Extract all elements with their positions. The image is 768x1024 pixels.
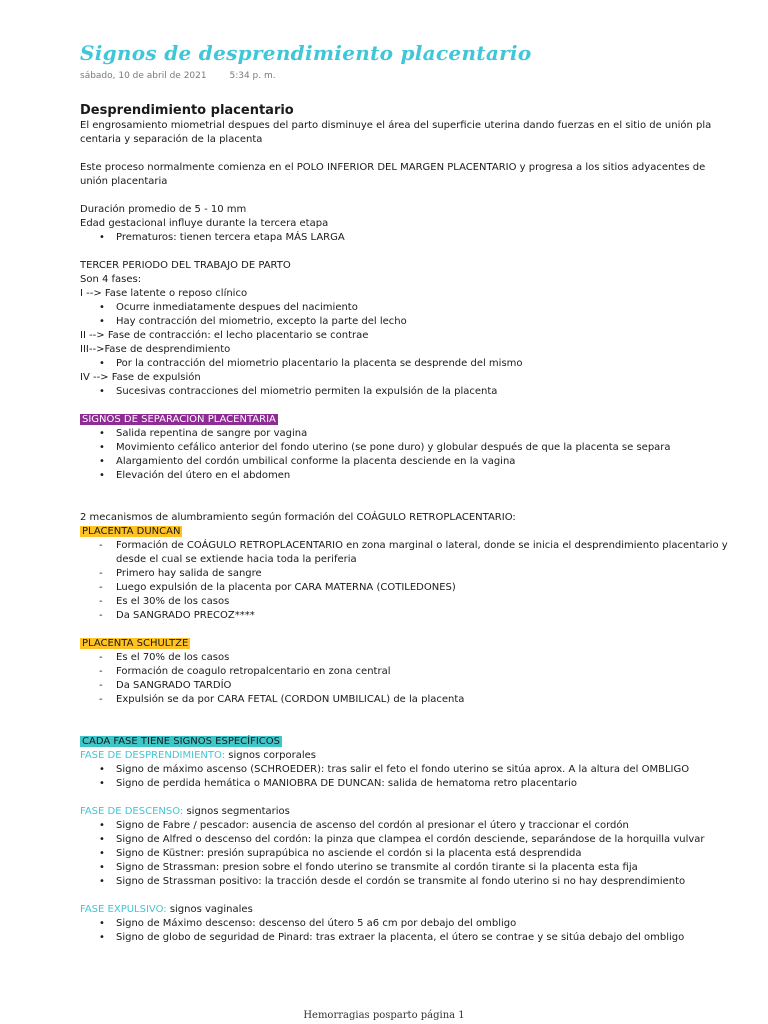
highlighted-heading: PLACENTA DUNCAN [82,526,181,537]
paragraph: 2 mecanismos de alumbramiento según formación del COÁGULO RETROPLACENTARIO: [80,512,516,523]
list-item: • Signo de Máximo descenso: descenso del útero 5 a6 cm por debajo del ombligo [116,917,730,931]
section-heading: Desprendimiento placentario [80,103,294,118]
paragraph: Son 4 fases: [80,274,142,285]
list-item: - Es el 70% de los casos [116,651,730,665]
bullet-list [80,917,730,945]
phase-label: FASE DE DESPRENDIMIENTO: [80,750,226,761]
list-item: • Salida repentina de sangre por vagina [116,427,730,441]
phase-desc: signos corporales [225,750,316,761]
phase-line: III-->Fase de desprendimiento [80,344,231,355]
bullet-list [80,819,730,889]
list-item: • Hay contracción del miometrio, excepto la parte del lecho [116,315,730,329]
list-item: • Signo de Küstner: presión suprapúbica no asciende el cordón si la placenta está desprendida [116,847,730,861]
bullet-list [80,763,730,791]
list-item: • Signo de perdida hemática o MANIOBRA DE DUNCAN: salida de hematoma retro placentario [116,777,730,791]
paragraph: El engrosamiento miometrial despues del parto disminuye el área del superficie uterina dando fuerzas en el sitio de unión pla centaria y separación de la placenta [80,120,712,145]
list-item: • Signo de máximo ascenso (SCHROEDER): tras salir el feto el fondo uterino se sitúa aprox. A la altura del OMBLIGO [116,763,730,777]
list-item: - Expulsión se da por CARA FETAL (CORDON UMBILICAL) de la placenta [116,693,730,707]
list-item: • Por la contracción del miometrio placentario la placenta se desprende del mismo [116,357,730,371]
phase-line: IV --> Fase de expulsión [80,372,201,383]
list-item: • Alargamiento del cordón umbilical conforme la placenta desciende en la vagina [116,455,730,469]
bullet-list [80,231,730,245]
list-item: - Da SANGRADO TARDÍO [116,679,730,693]
paragraph: Este proceso normalmente comienza en el POLO INFERIOR DEL MARGEN PLACENTARIO y progresa a los sitios adyacentes de unión placentaria [80,162,706,187]
page-title: Signos de desprendimiento placentario [80,41,532,65]
dash-list [80,651,730,707]
list-item: - Formación de coagulo retropalcentario en zona central [116,665,730,679]
list-item: • Prematuros: tienen tercera etapa MÁS LARGA [116,231,730,245]
bullet-list [80,301,730,329]
list-item: • Elevación del útero en el abdomen [116,469,730,483]
list-item: - Primero hay salida de sangre [116,567,730,581]
phase-desc: signos segmentarios [183,806,290,817]
list-item: - Formación de COÁGULO RETROPLACENTARIO en zona marginal o lateral, donde se inicia el desprendimiento placentario y desde el cual se extiende hacia toda la periferia [116,539,730,567]
bullet-list [80,427,730,483]
list-item: • Ocurre inmediatamente despues del nacimiento [116,301,730,315]
note-meta [80,71,730,85]
list-item: - Da SANGRADO PRECOZ**** [116,609,730,623]
list-item: • Signo de globo de seguridad de Pinard: tras extraer la placenta, el útero se contrae y se sitúa debajo del ombligo [116,931,730,945]
note-time: 5:34 p. m. [229,71,276,81]
phase-line: I --> Fase latente o reposo clínico [80,288,248,299]
list-item: - Es el 30% de los casos [116,595,730,609]
duration-line: Duración promedio de 5 - 10 mm [80,204,247,215]
list-item: • Signo de Alfred o descenso del cordón: la pinza que clampea el cordón desciende, separándose de la horquilla vulvar [116,833,730,847]
phase-label: FASE EXPULSIVO: [80,904,167,915]
section-heading: TERCER PERIODO DEL TRABAJO DE PARTO [80,260,291,271]
bullet-list [80,385,730,399]
list-item: - Luego expulsión de la placenta por CARA MATERNA (COTILEDONES) [116,581,730,595]
highlighted-heading: PLACENTA SCHULTZE [82,638,189,649]
list-item: • Signo de Strassman: presion sobre el fondo uterino se transmite al cordón tirante si la placenta esta fija [116,861,730,875]
highlighted-heading: CADA FASE TIENE SIGNOS ESPECÍFICOS [82,736,281,747]
list-item: • Signo de Fabre / pescador: ausencia de ascenso del cordón al presionar el útero y traccionar el cordón [116,819,730,833]
highlighted-heading: SIGNOS DE SEPARACIÓN PLACENTARIA [82,414,276,425]
gestational-line: Edad gestacional influye durante la tercera etapa [80,218,329,229]
page-footer: Hemorragias posparto página 1 [303,1010,465,1021]
phase-line: II --> Fase de contracción: el lecho placentario se contrae [80,330,369,341]
list-item: • Sucesivas contracciones del miometrio permiten la expulsión de la placenta [116,385,730,399]
list-item: • Signo de Strassman positivo: la tracción desde el cordón se transmite al fondo uterino si no hay desprendimiento [116,875,730,889]
phase-label: FASE DE DESCENSO: [80,806,184,817]
bullet-list [80,357,730,371]
phase-desc: signos vaginales [166,904,253,915]
dash-list [80,539,730,623]
note-date: sábado, 10 de abril de 2021 [80,71,207,81]
list-item: • Movimiento cefálico anterior del fondo uterino (se pone duro) y globular después de que la placenta se separa [116,441,730,455]
note-page [80,38,730,945]
